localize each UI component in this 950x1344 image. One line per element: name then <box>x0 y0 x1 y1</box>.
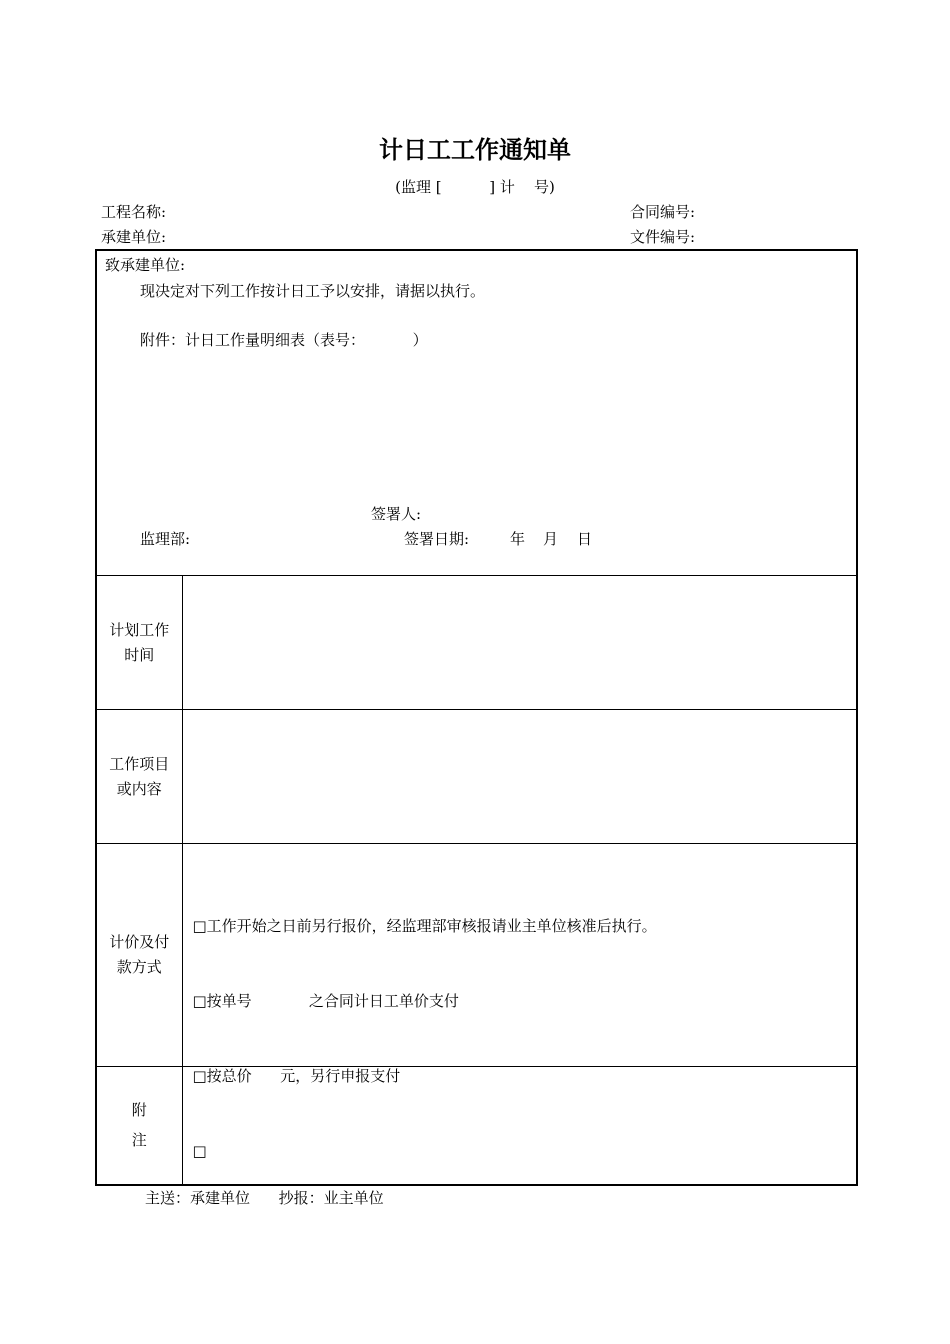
payment-option-unit-price-checkbox[interactable]: □按单号 之合同计日工单价支付 <box>192 992 459 1010</box>
remarks-label-line1: 附 <box>131 1101 147 1120</box>
payment-option-other-checkbox[interactable]: □ <box>192 1142 207 1160</box>
plan-time-row <box>96 576 857 710</box>
payment-label <box>96 844 182 1067</box>
notice-to: 致承建单位: <box>105 256 186 274</box>
remarks-label <box>96 1067 182 1185</box>
file-no-label: 文件编号: <box>630 228 696 246</box>
notice-body: 现决定对下列工作按计日工予以安排，请据以执行。 <box>140 282 486 300</box>
payment-label-line2: 款方式 <box>116 958 162 976</box>
payment-options <box>182 844 857 1160</box>
document-title: 计日工工作通知单 <box>379 136 571 164</box>
payment-label-line1: 计价及付 <box>109 933 170 951</box>
work-item-row <box>96 710 857 844</box>
work-item-label <box>96 710 182 844</box>
payment-row <box>96 844 857 1067</box>
notice-form-table <box>95 249 858 1186</box>
work-item-label-line1: 工作项目 <box>109 754 170 773</box>
contract-no-label: 合同编号: <box>630 203 696 221</box>
sign-month: 月 <box>543 530 559 548</box>
plan-time-label <box>96 576 182 710</box>
supervision-dept-label: 监理部: <box>140 530 191 548</box>
distribution-footer <box>145 1188 384 1208</box>
notice-attachment: 附件：计日工作量明细表（表号： ） <box>140 331 428 349</box>
document-subtitle: (监理 [ ] 计 号) <box>395 178 555 196</box>
notice-section <box>96 250 857 576</box>
signer-label: 签署人: <box>371 505 422 523</box>
plan-time-label-line1: 计划工作 <box>109 620 170 639</box>
sign-date-label: 签署日期: <box>404 530 470 548</box>
sign-year: 年 <box>510 530 526 548</box>
remarks-label-line2: 注 <box>131 1131 147 1150</box>
main-recipient: 主送：承建单位 <box>145 1189 251 1207</box>
plan-time-label-line2: 时间 <box>124 645 155 664</box>
work-item-field[interactable] <box>182 710 857 844</box>
plan-time-field[interactable] <box>182 576 857 710</box>
project-name-label: 工程名称: <box>101 203 167 221</box>
sign-day: 日 <box>577 530 593 548</box>
contractor-label: 承建单位: <box>101 228 167 246</box>
cc-recipient: 抄报：业主单位 <box>278 1189 384 1207</box>
work-item-label-line2: 或内容 <box>116 779 162 798</box>
payment-option-quote-checkbox[interactable]: □工作开始之日前另行报价，经监理部审核报请业主单位核准后执行。 <box>192 917 657 935</box>
remarks-row <box>96 1067 857 1185</box>
remarks-field[interactable] <box>182 1067 857 1185</box>
payment-option-total-price-checkbox[interactable]: □按总价 元，另行申报支付 <box>192 1067 401 1085</box>
